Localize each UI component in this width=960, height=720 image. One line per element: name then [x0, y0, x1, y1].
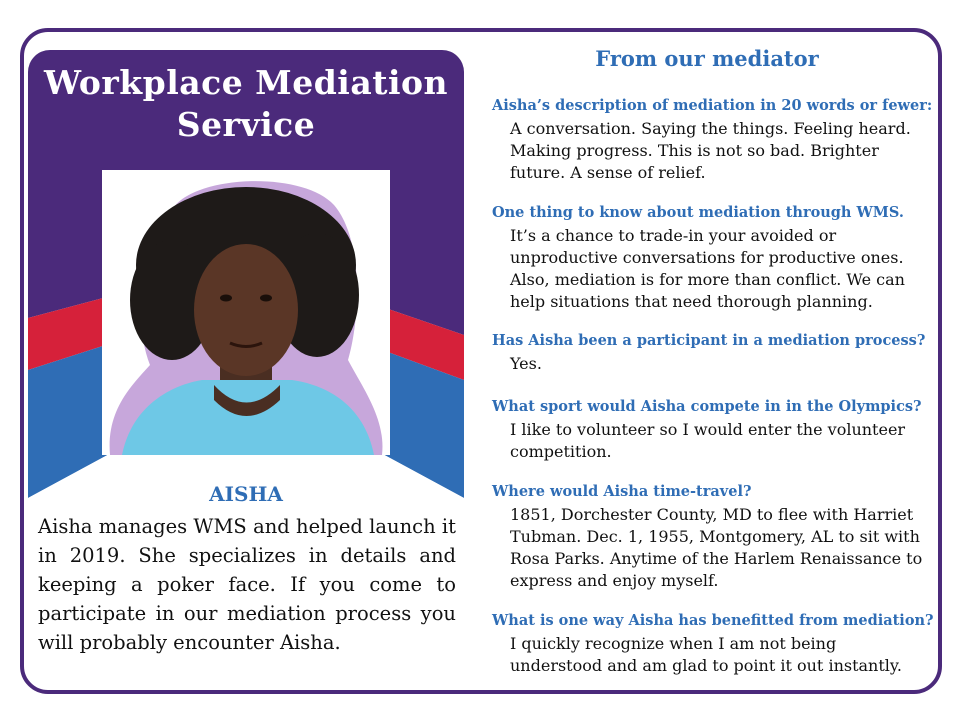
qa-answer: I like to volunteer so I would enter the volunteer competition.: [510, 420, 906, 461]
right-heading: From our mediator: [595, 46, 819, 71]
qa-question: Aisha’s description of mediation in 20 words or fewer:: [492, 97, 933, 114]
qa-question: What sport would Aisha compete in in the Olympics?: [492, 398, 922, 415]
qa-question: One thing to know about mediation through WMS.: [492, 204, 904, 221]
qa-item: [492, 203, 928, 313]
qa-item: [492, 331, 928, 375]
qa-item: [492, 482, 928, 592]
qa-answer: Yes.: [510, 354, 542, 373]
title-line-2: Service: [176, 105, 316, 144]
qa-answer: I quickly recognize when I am not being understood and am glad to point it out instantly.: [510, 634, 902, 675]
qa-question: What is one way Aisha has benefitted from mediation?: [492, 612, 934, 629]
qa-answer: It’s a chance to trade-in your avoided or unproductive conversations for productive ones. Also, mediation is for more than conflict. We can help situations that need thorough planning.: [510, 226, 905, 311]
qa-item: [492, 397, 928, 463]
qa-question: Has Aisha been a participant in a mediation process?: [492, 332, 926, 349]
person-name: AISHA: [209, 482, 283, 506]
qa-item: [492, 611, 934, 677]
title-line-1: Workplace Mediation: [43, 63, 448, 102]
qa-item: [492, 96, 933, 184]
qa-question: Where would Aisha time-travel?: [492, 483, 752, 500]
qa-answer: 1851, Dorchester County, MD to flee with Harriet Tubman. Dec. 1, 1955, Montgomery, AL to sit with Rosa Parks. Anytime of the Harlem Renaissance to express and enjoy myself.: [510, 505, 923, 590]
portrait-photo: [102, 170, 390, 455]
page-title: [28, 62, 464, 146]
qa-answer: A conversation. Saying the things. Feeling heard. Making progress. This is not so bad. Brighter future. A sense of relief.: [510, 119, 911, 182]
person-bio: Aisha manages WMS and helped launch it in 2019. She specializes in details and keeping a poker face. If you come to participate in our mediation process you will probably encounter Aisha.: [38, 515, 456, 654]
